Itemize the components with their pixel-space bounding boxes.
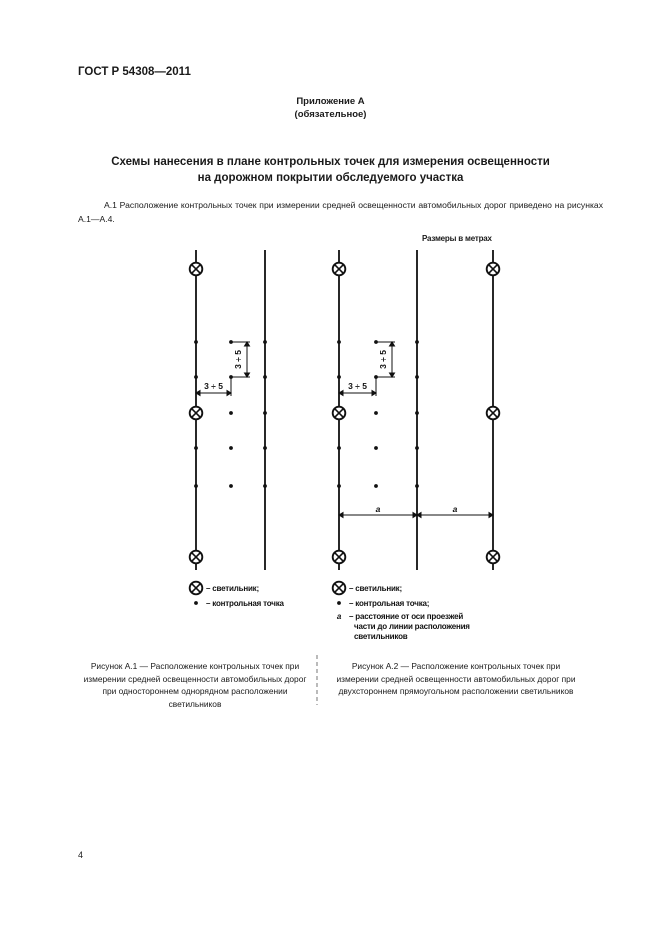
luminaire-icon: [190, 407, 203, 420]
luminaire-icon: [190, 551, 203, 564]
legend-point-label: – контрольная точка: [206, 599, 284, 608]
legend-distance-symbol: a: [336, 612, 342, 621]
legend-luminaire-label: – светильник;: [206, 584, 259, 593]
legend-point-icon: [194, 601, 198, 605]
legend-luminaire-icon: [333, 582, 346, 595]
horizontal-spacing-label: 3 ÷ 5: [348, 381, 367, 391]
section-title-line2: на дорожном покрытии обследуемого участка: [197, 172, 464, 184]
legend-a2: [333, 582, 471, 641]
distance-label-right: a: [452, 504, 458, 514]
legend-distance-line1: – расстояние от оси проезжей: [349, 612, 464, 621]
vertical-spacing-label: 3 ÷ 5: [378, 350, 388, 369]
legend-point-icon: [337, 601, 341, 605]
luminaire-icon: [333, 263, 346, 276]
control-points: [194, 340, 267, 488]
figure-a1: [190, 250, 267, 570]
distance-label-left: a: [375, 504, 381, 514]
legend-distance-line3: светильников: [354, 632, 408, 641]
distance-dimension: [339, 513, 493, 518]
legend-point-label: – контрольная точка;: [349, 599, 430, 608]
horizontal-spacing-label: 3 ÷ 5: [204, 381, 223, 391]
legend-luminaire-icon: [190, 582, 203, 595]
intro-paragraph: А.1 Расположение контрольных точек при измерении средней освещенности автомобильных дорог приведено на рисунках А.1—А.4.: [78, 200, 603, 224]
legend-distance-line2: части до линии расположения: [354, 622, 470, 631]
figure-a1-caption: Рисунок А.1 — Расположение контрольных точек при измерении средней освещенности автомобильных дорог при одностороннем однорядном расположении светильников: [83, 661, 307, 709]
legend-a1: [190, 582, 285, 608]
luminaire-icon: [333, 407, 346, 420]
appendix-title: Приложение А: [296, 96, 365, 107]
luminaire-icon: [487, 407, 500, 420]
vertical-spacing-label: 3 ÷ 5: [233, 350, 243, 369]
figure-a2: [333, 250, 500, 570]
luminaire-icon: [333, 551, 346, 564]
figure-a2-caption: Рисунок А.2 — Расположение контрольных точек при измерении средней освещенности автомобильных дорог при двухстороннем прямоугольном расположении светильников: [336, 661, 576, 696]
legend-luminaire-label: – светильник;: [349, 584, 402, 593]
appendix-status: (обязательное): [294, 109, 367, 120]
section-title-line1: Схемы нанесения в плане контрольных точек для измерения освещенности: [111, 156, 550, 168]
luminaire-icon: [190, 263, 203, 276]
standard-number: ГОСТ Р 54308—2011: [78, 66, 191, 78]
luminaire-icon: [487, 263, 500, 276]
dimensions-note: Размеры в метрах: [422, 234, 492, 243]
luminaire-icon: [487, 551, 500, 564]
page-number: 4: [78, 850, 84, 860]
